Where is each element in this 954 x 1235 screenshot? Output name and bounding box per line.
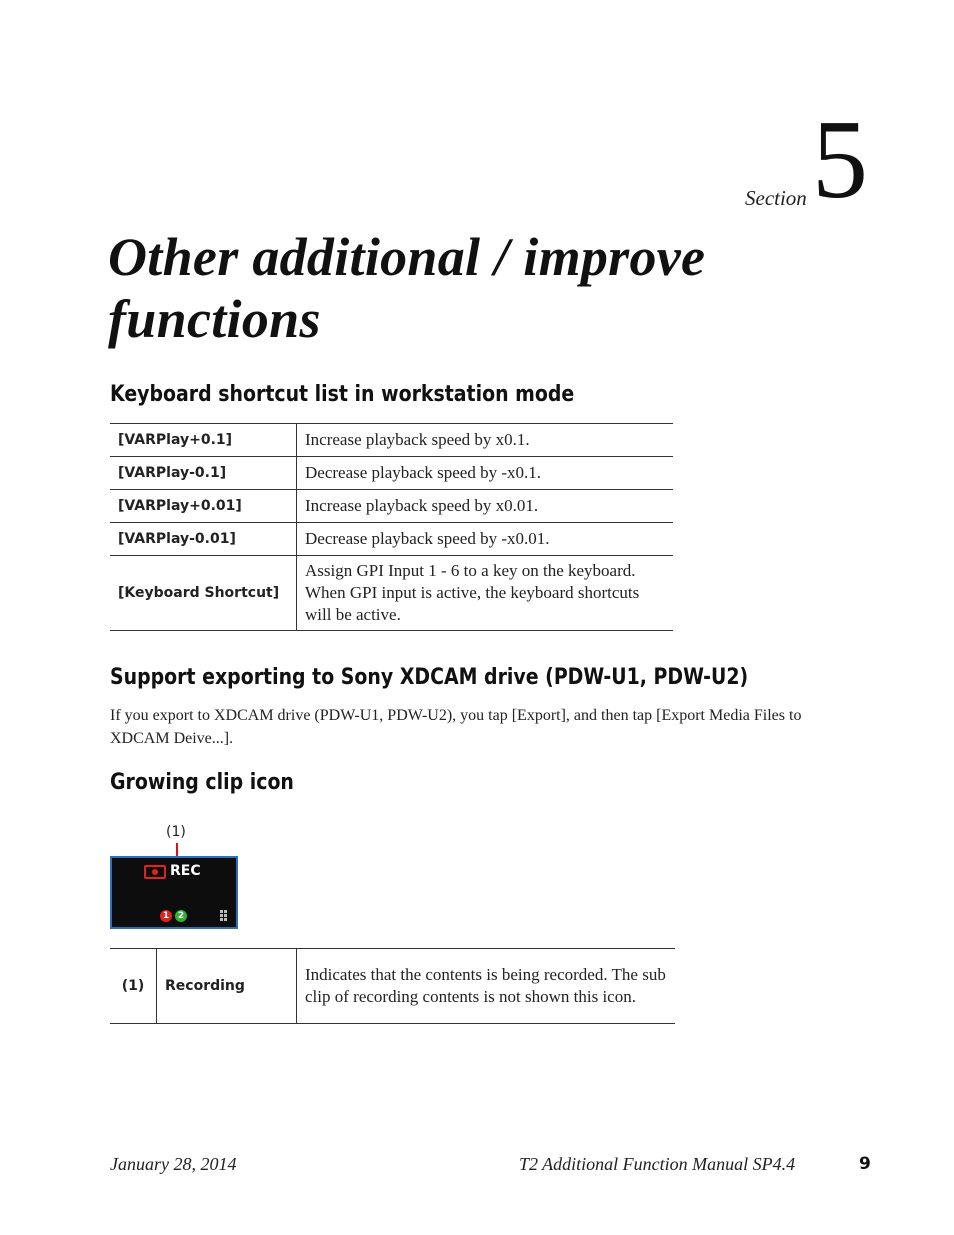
page-number: 9 <box>859 1154 871 1174</box>
shortcut-description: Assign GPI Input 1 - 6 to a key on the keyboard. When GPI input is active, the keyboard shortcuts will be active. <box>297 556 674 631</box>
table-row <box>110 556 673 631</box>
shortcut-key: [VARPlay+0.1] <box>110 424 297 457</box>
record-dot <box>152 869 158 875</box>
shortcut-key: [VARPlay+0.01] <box>110 490 297 523</box>
record-icon <box>144 865 166 879</box>
table-row <box>110 490 673 523</box>
shortcut-description: Decrease playback speed by -x0.01. <box>297 523 674 556</box>
shortcut-key: [Keyboard Shortcut] <box>110 556 297 631</box>
heading-keyboard-shortcuts: Keyboard shortcut list in workstation mode <box>110 382 575 407</box>
shortcut-description: Increase playback speed by x0.1. <box>297 424 674 457</box>
shortcut-table <box>110 423 673 631</box>
shortcut-description: Decrease playback speed by -x0.1. <box>297 457 674 490</box>
grid-icon <box>220 910 227 921</box>
table-row <box>110 523 673 556</box>
legend-name: Recording <box>157 949 297 1024</box>
heading-xdcam-export: Support exporting to Sony XDCAM drive (PDW-U1, PDW-U2) <box>110 665 749 690</box>
footer-date: January 28, 2014 <box>110 1154 237 1174</box>
channel-2-badge: 2 <box>175 910 187 922</box>
shortcut-description: Increase playback speed by x0.01. <box>297 490 674 523</box>
shortcut-key: [VARPlay-0.1] <box>110 457 297 490</box>
rec-label: REC <box>170 863 201 879</box>
export-paragraph: If you export to XDCAM drive (PDW-U1, PDW-U2), you tap [Export], and then tap [Export Media Files to XDCAM Deive...]. <box>110 707 802 747</box>
icon-legend-table <box>110 948 675 1024</box>
growing-clip-icon <box>110 856 238 929</box>
channel-1-badge: 1 <box>160 910 172 922</box>
legend-number: (1) <box>110 949 157 1024</box>
shortcut-key: [VARPlay-0.01] <box>110 523 297 556</box>
section-label: Section <box>745 186 807 210</box>
section-number: 5 <box>812 98 868 222</box>
legend-description: Indicates that the contents is being recorded. The sub clip of recording contents is not shown this icon. <box>297 949 676 1024</box>
table-row <box>110 424 673 457</box>
table-row <box>110 457 673 490</box>
table-row <box>110 949 675 1024</box>
footer-manual-title: T2 Additional Function Manual SP4.4 <box>519 1154 796 1174</box>
callout-label: (1) <box>166 824 186 840</box>
heading-growing-clip: Growing clip icon <box>110 770 294 795</box>
chapter-title: Other additional / improve functions <box>108 227 706 349</box>
